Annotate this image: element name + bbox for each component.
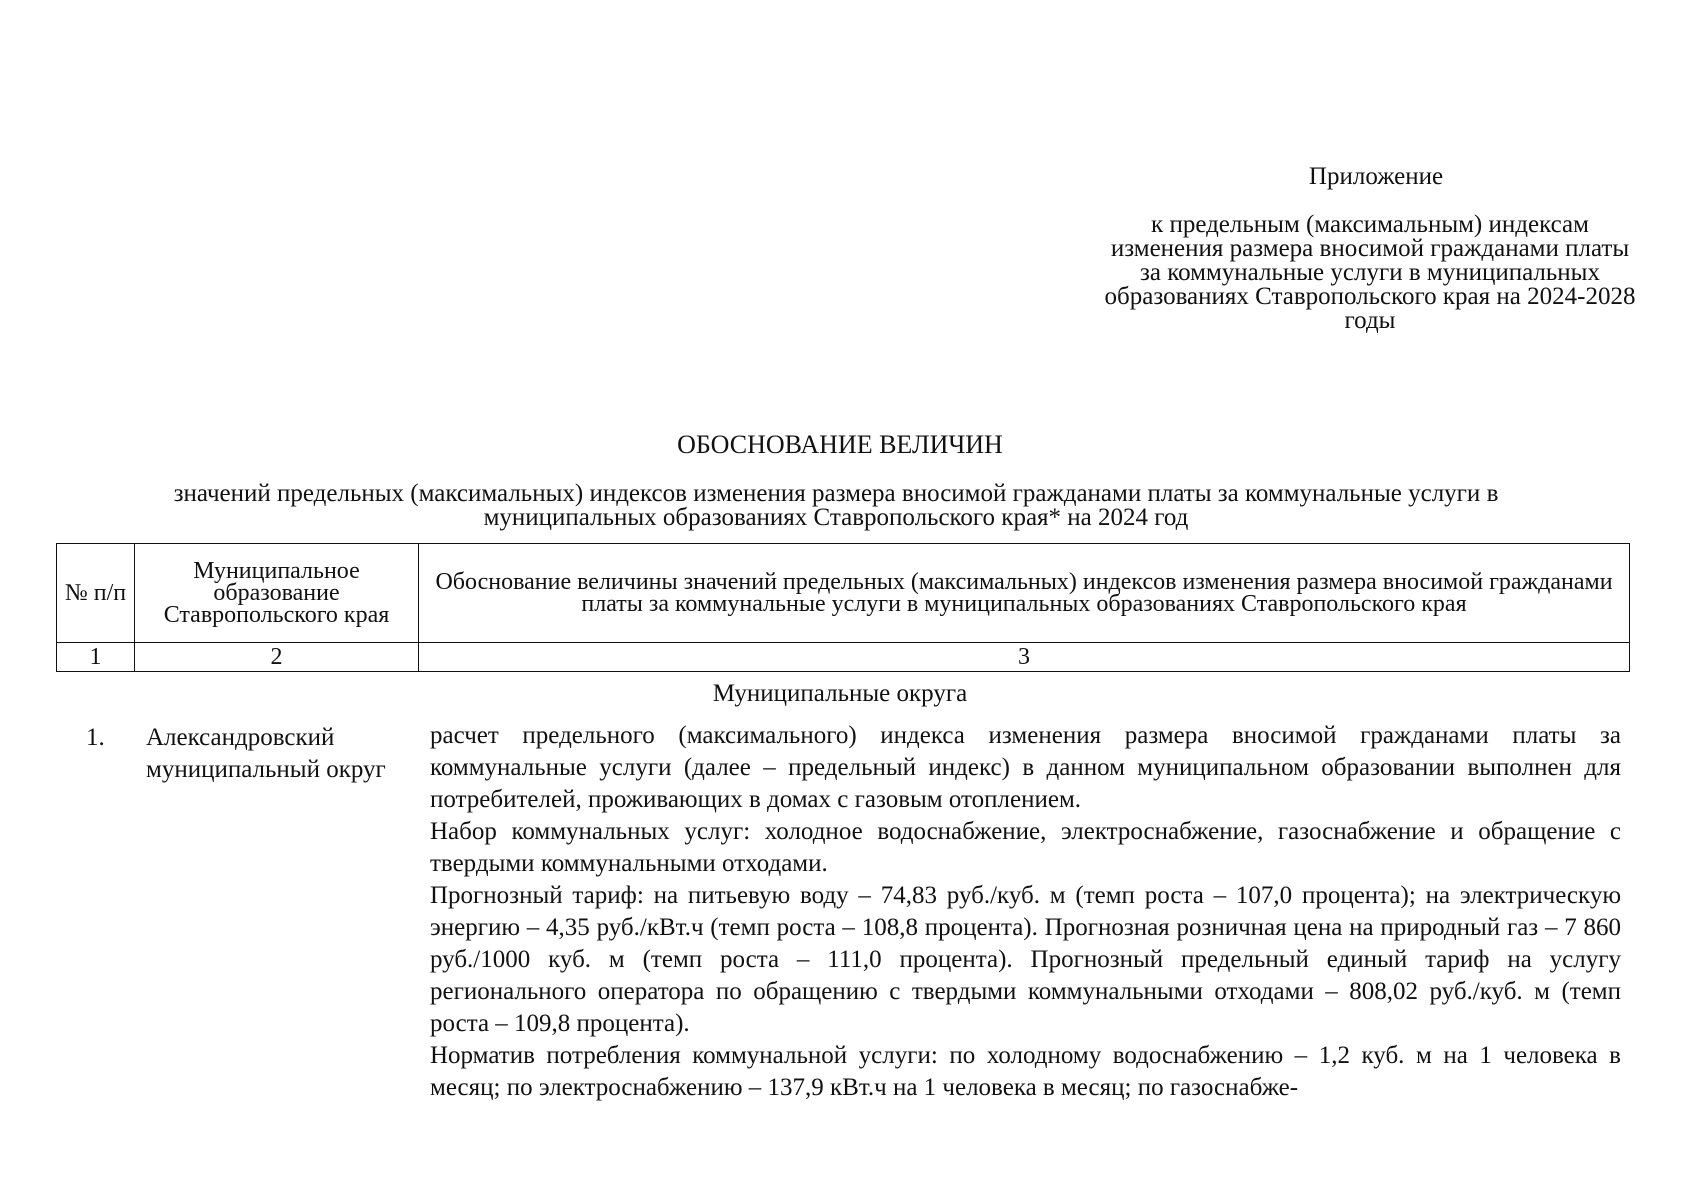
header-cell-number: № п/п bbox=[57, 544, 135, 643]
column-number-2: 2 bbox=[135, 643, 419, 672]
header-cell-justification: Обоснование величины значений предельных (максимальных) индексов изменения размера вносимой гражданами платы за коммунальные услуги в муниципальных образованиях Ставропольского края bbox=[419, 544, 1630, 643]
header-row bbox=[57, 544, 1630, 643]
justification-paragraph: расчет предельного (максимального) индекса изменения размера вносимой гражданами платы за коммунальные услуги (далее – предельный индекс) в данном муниципальном образовании выполнен для потребителей, проживающих в домах с газовым отоплением. bbox=[430, 722, 1621, 813]
appendix-title: Приложение bbox=[1308, 163, 1444, 190]
row-justification bbox=[430, 720, 1621, 1104]
column-number-3: 3 bbox=[419, 643, 1630, 672]
row-municipality: Александровский муниципальный округ bbox=[146, 724, 386, 783]
justification-paragraph: Прогнозный тариф: на питьевую воду – 74,83 руб./куб. м (темп роста – 107,0 процента); на электрическую энергию – 4,35 руб./кВт.ч (темп роста – 108,8 процента). Прогнозная розничная цена на природный газ – 7 860 руб./1000 куб. м (темп роста – 111,0 процента). Прогнозный предельный единый тариф на услугу регионального оператора по обращению с твердыми коммунальными отходами – 808,02 руб./куб. м (темп роста – 109,8 процента). bbox=[430, 882, 1621, 1037]
header-cell-municipality: Муниципальное образование Ставропольского края bbox=[135, 544, 419, 643]
header-table bbox=[56, 543, 1630, 672]
justification-paragraph: Набор коммунальных услуг: холодное водоснабжение, электроснабжение, газоснабжение и обращение с твердыми коммунальными отходами. bbox=[430, 818, 1621, 877]
row-number: 1. bbox=[86, 724, 105, 751]
column-number-row bbox=[57, 643, 1630, 672]
appendix-text: к предельным (максимальным) индексам изменения размера вносимой гражданами платы за коммунальные услуги в муниципальных образованиях Ставропольского края на 2024-2028 годы bbox=[1104, 211, 1636, 334]
section-title: Муниципальные округа bbox=[712, 680, 968, 707]
column-number-1: 1 bbox=[57, 643, 135, 672]
justification-paragraph: Норматив потребления коммунальной услуги: по холодному водоснабжению – 1,2 куб. м на 1 человека в месяц; по электроснабжению – 137,9 кВт.ч на 1 человека в месяц; по газоснабже- bbox=[430, 1042, 1621, 1101]
document-subtitle: значений предельных (максимальных) индексов изменения размера вносимой гражданами платы за коммунальные услуги в муниципальных образованиях Ставропольского края* на 2024 год bbox=[173, 480, 1499, 531]
document-title: ОБОСНОВАНИЕ ВЕЛИЧИН bbox=[677, 430, 1003, 459]
